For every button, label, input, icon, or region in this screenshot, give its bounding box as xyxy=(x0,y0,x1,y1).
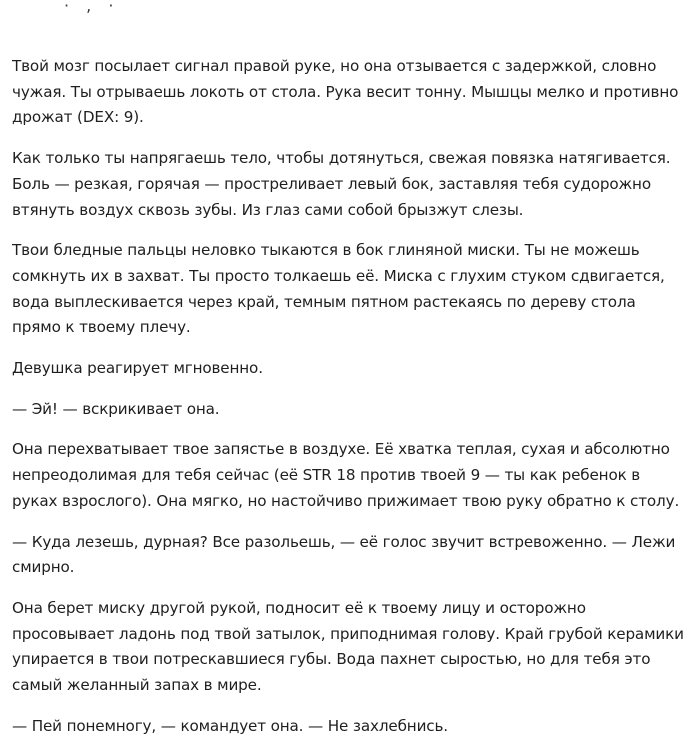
paragraph: Твои бледные пальцы неловко тыкаются в бок глиняной миски. Ты не можешь сомкнуть их в захват. Ты просто толкаешь её. Миска с глухим стуком сдвигается, вода выплескивается через край, темным пятном растекаясь по дереву стола прямо к твоему плечу. xyxy=(12,241,665,337)
paragraph: Твой мозг посылает сигнал правой руке, но она отзывается с задержкой, словно чужая. Ты отрываешь локоть от стола. Рука весит тонну. Мышцы мелко и противно дрожат (DEX: 9). xyxy=(12,57,679,127)
paragraph: Как только ты напрягаешь тело, чтобы дотянуться, свежая повязка натягивается. Боль — резкая, горячая — простреливает левый бок, заставляя тебя судорожно втянуть воздух сквозь зубы. Из глаз сами собой брызжут слезы. xyxy=(12,149,671,219)
paragraph: — Пей понемногу, — командует она. — Не захлебнись. xyxy=(12,716,448,735)
story-text xyxy=(12,54,688,754)
paragraph: — Куда лезешь, дурная? Все разольешь, — её голос звучит встревоженно. — Лежи смирно. xyxy=(12,532,676,577)
paragraph: Она берет миску другой рукой, подносит её к твоему лицу и осторожно просовывает ладонь под твой затылок, приподнимая голову. Край грубой керамики упирается в твои потрескавшиеся губы. Вода пахнет сыростью, но для тебя это самый желанный запах в мире. xyxy=(12,598,684,695)
paragraph: Девушка реагирует мгновенно. xyxy=(12,359,263,378)
paragraph: — Эй! — вскрикивает она. xyxy=(12,399,220,418)
clipped-text-fragment: · , · xyxy=(64,0,120,15)
paragraph: Она перехватывает твое запястье в воздухе. Её хватка теплая, сухая и абсолютно непреодолимая для тебя сейчас (её STR 18 против твоей 9 — ты как ребенок в руках взрослого). Она мягко, но настойчиво прижимает твою руку обратно к столу. xyxy=(12,440,680,510)
